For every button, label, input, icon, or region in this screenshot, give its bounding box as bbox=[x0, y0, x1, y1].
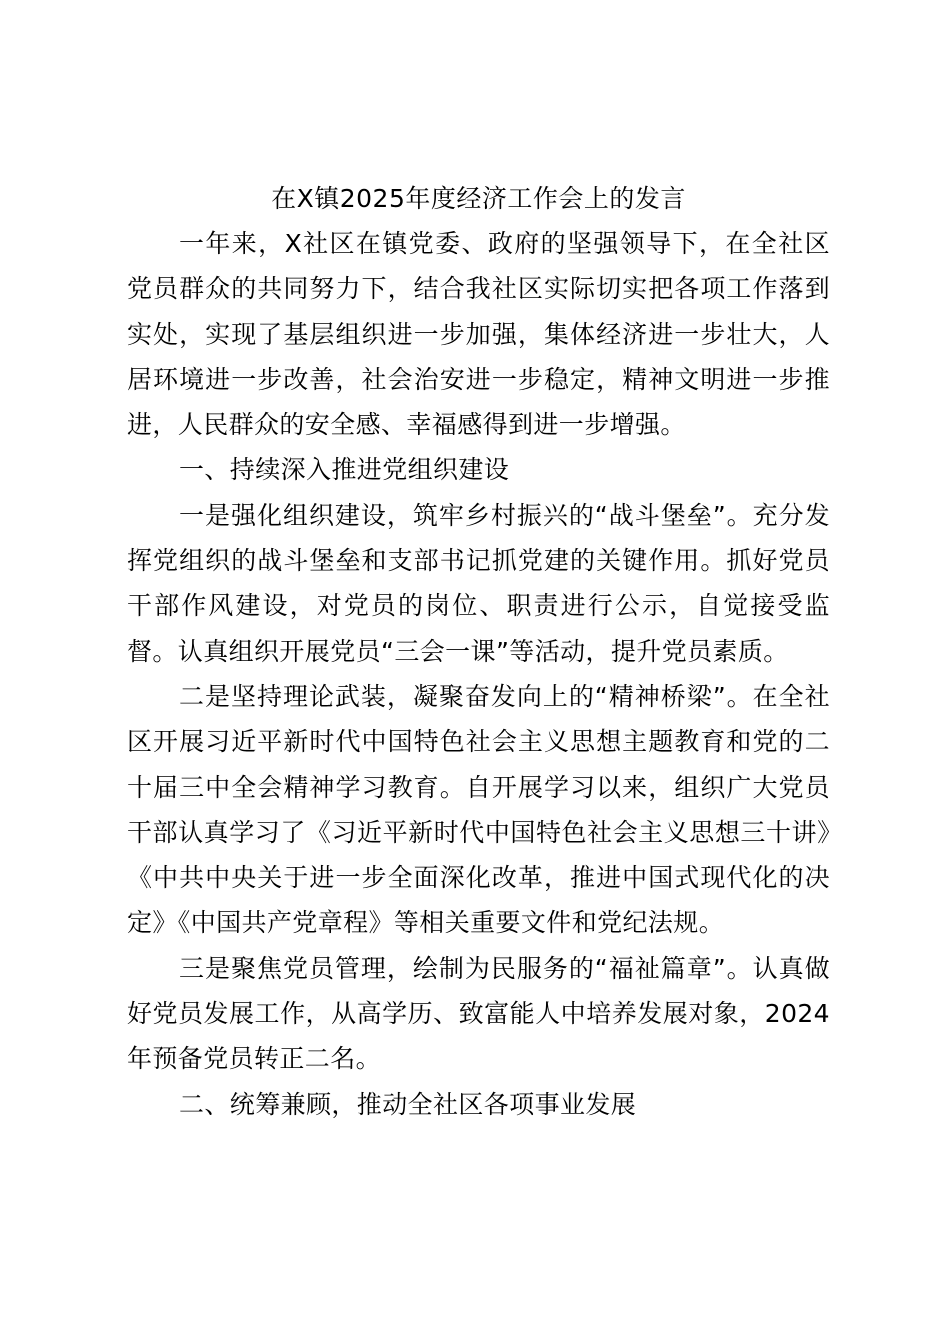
section-heading-1: 一、持续深入推进党组织建设 bbox=[179, 455, 510, 485]
document-title: 在X镇2025年度经济工作会上的发言 bbox=[271, 184, 686, 213]
paragraph-organization: 一是强化组织建设，筑牢乡村振兴的“战斗堡垒”。充分发挥党组织的战斗堡垒和支部书记抓党建的关键作用。抓好党员干部作风建设，对党员的岗位、职责进行公示，自觉接受监督。认真组织开展党员“三会一课”等活动，提升党员素质。 bbox=[127, 500, 830, 666]
section-heading-2: 二、统筹兼顾，推动全社区各项事业发展 bbox=[179, 1089, 637, 1119]
paragraph-theory: 二是坚持理论武装，凝聚奋发向上的“精神桥梁”。在全社区开展习近平新时代中国特色社会主义思想主题教育和党的二十届三中全会精神学习教育。自开展学习以来，组织广大党员干部认真学习了《习近平新时代中国特色社会主义思想三十讲》《中共中央关于进一步全面深化改革，推进中国式现代化的决定》《中国共产党章程》等相关重要文件和党纪法规。 bbox=[127, 681, 830, 938]
paragraph-member-management: 三是聚焦党员管理，绘制为民服务的“福祉篇章”。认真做好党员发展工作，从高学历、致富能人中培养发展对象，2024年预备党员转正二名。 bbox=[127, 953, 830, 1074]
document-page bbox=[127, 176, 830, 1127]
intro-paragraph: 一年来，X社区在镇党委、政府的坚强领导下，在全社区党员群众的共同努力下，结合我社区实际切实把各项工作落到实处，实现了基层组织进一步加强，集体经济进一步壮大，人居环境进一步改善，社会治安进一步稳定，精神文明进一步推进，人民群众的安全感、幸福感得到进一步增强。 bbox=[127, 229, 830, 440]
